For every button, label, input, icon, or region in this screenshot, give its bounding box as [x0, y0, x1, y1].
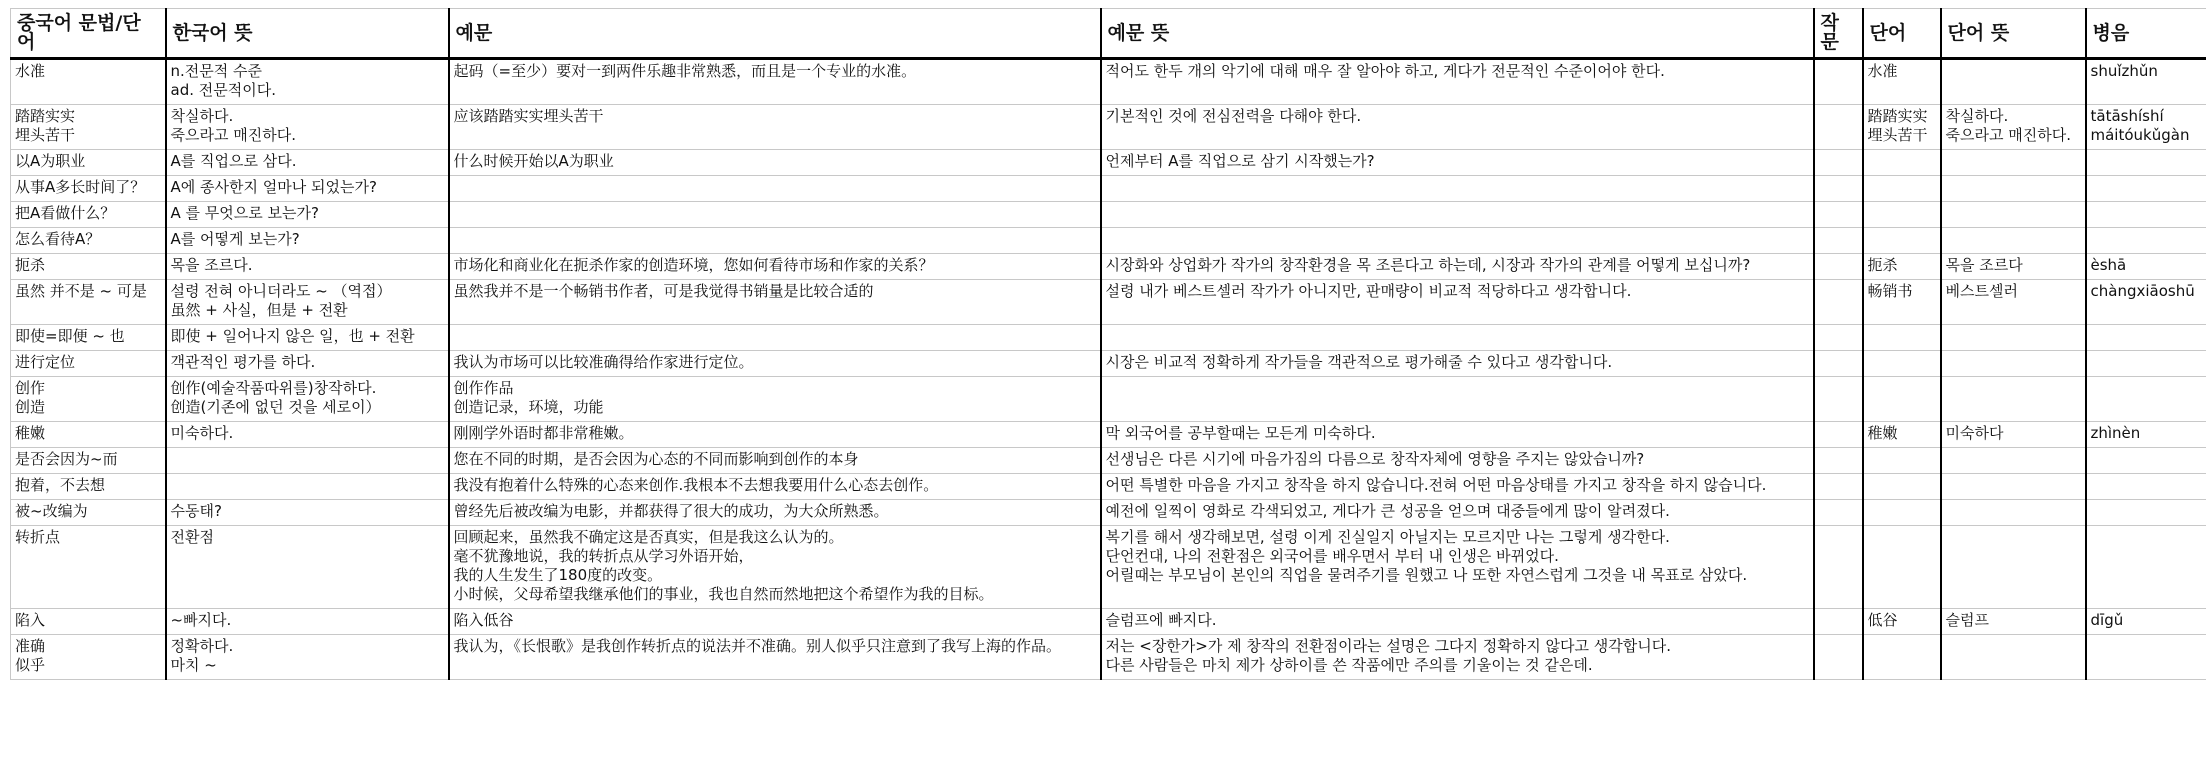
cell-word-meaning[interactable] [1941, 526, 2086, 609]
cell-word[interactable] [1863, 150, 1941, 176]
cell-pinyin[interactable] [2086, 351, 2206, 377]
cell-word-meaning[interactable] [1941, 228, 2086, 254]
cell-pinyin[interactable]: zhìnèn [2086, 422, 2206, 448]
cell-word[interactable]: 踏踏实实 埋头苦干 [1863, 105, 1941, 150]
cell-example[interactable]: 我没有抱着什么特殊的心态来创作.我根本不去想我要用什么心态去创作。 [449, 474, 1101, 500]
cell-composition[interactable] [1814, 377, 1863, 422]
cell-korean[interactable]: 创作(예술작품따위를)창작하다. 创造(기존에 없던 것을 세로이） [166, 377, 449, 422]
table-row [11, 351, 2206, 377]
cell-word[interactable] [1863, 474, 1941, 500]
cell-example[interactable] [449, 325, 1101, 351]
cell-word[interactable] [1863, 448, 1941, 474]
cell-composition[interactable] [1814, 609, 1863, 635]
table-row [11, 609, 2206, 635]
cell-example-meaning[interactable]: 저는 <장한가>가 제 창작의 전환점이라는 설명은 그다지 정확하지 않다고 생각합니다. 다른 사람들은 마치 제가 상하이를 쓴 작품에만 주의를 기울이는 것 같은데. [1101, 635, 1814, 680]
header-grammar-term[interactable]: 중국어 문법/단어 [11, 9, 166, 59]
table-row [11, 105, 2206, 150]
cell-composition[interactable] [1814, 202, 1863, 228]
cell-example-meaning[interactable]: 슬럼프에 빠지다. [1101, 609, 1814, 635]
header-word-meaning[interactable]: 단어 뜻 [1941, 9, 2086, 59]
cell-example[interactable]: 起码（=至少）要对一到两件乐趣非常熟悉，而且是一个专业的水准。 [449, 59, 1101, 105]
cell-term[interactable]: 扼杀 [11, 254, 166, 280]
cell-word[interactable] [1863, 325, 1941, 351]
header-example-meaning[interactable]: 예문 뜻 [1101, 9, 1814, 59]
cell-korean[interactable] [166, 474, 449, 500]
table-row [11, 474, 2206, 500]
cell-composition[interactable] [1814, 351, 1863, 377]
cell-word[interactable] [1863, 202, 1941, 228]
cell-example[interactable]: 刚刚学外语时都非常稚嫩。 [449, 422, 1101, 448]
cell-word-meaning[interactable] [1941, 59, 2086, 105]
cell-korean[interactable]: 即使 + 일어나지 않은 일，也 + 전환 [166, 325, 449, 351]
cell-pinyin[interactable] [2086, 474, 2206, 500]
cell-pinyin[interactable] [2086, 176, 2206, 202]
cell-korean[interactable]: 미숙하다. [166, 422, 449, 448]
cell-korean[interactable]: A에 종사한지 얼마나 되었는가? [166, 176, 449, 202]
cell-composition[interactable] [1814, 105, 1863, 150]
cell-example[interactable]: 什么时候开始以A为职业 [449, 150, 1101, 176]
cell-composition[interactable] [1814, 176, 1863, 202]
cell-word-meaning[interactable] [1941, 635, 2086, 680]
cell-korean[interactable]: ~빠지다. [166, 609, 449, 635]
cell-example-meaning[interactable] [1101, 228, 1814, 254]
header-example[interactable]: 예문 [449, 9, 1101, 59]
cell-example[interactable]: 市场化和商业化在扼杀作家的创造环境，您如何看待市场和作家的关系？ [449, 254, 1101, 280]
cell-word[interactable] [1863, 176, 1941, 202]
cell-term[interactable]: 陷入 [11, 609, 166, 635]
cell-example-meaning[interactable]: 막 외국어를 공부할때는 모든게 미숙하다. [1101, 422, 1814, 448]
cell-term[interactable]: 以A为职业 [11, 150, 166, 176]
cell-korean[interactable] [166, 448, 449, 474]
cell-term[interactable]: 进行定位 [11, 351, 166, 377]
cell-word-meaning[interactable] [1941, 474, 2086, 500]
cell-word-meaning[interactable] [1941, 500, 2086, 526]
cell-term[interactable]: 创作 创造 [11, 377, 166, 422]
cell-word-meaning[interactable]: 베스트셀러 [1941, 280, 2086, 325]
cell-word[interactable] [1863, 500, 1941, 526]
table-row [11, 526, 2206, 609]
cell-word-meaning[interactable]: 목을 조르다 [1941, 254, 2086, 280]
table-row [11, 635, 2206, 680]
cell-word-meaning[interactable]: 슬럼프 [1941, 609, 2086, 635]
table-row [11, 254, 2206, 280]
cell-pinyin[interactable]: shuǐzhǔn [2086, 59, 2206, 105]
cell-word[interactable]: 低谷 [1863, 609, 1941, 635]
cell-composition[interactable] [1814, 474, 1863, 500]
cell-term[interactable]: 稚嫩 [11, 422, 166, 448]
cell-example[interactable]: 应该踏踏实实埋头苦干 [449, 105, 1101, 150]
cell-term[interactable]: 怎么看待A？ [11, 228, 166, 254]
cell-korean[interactable]: n.전문적 수준 ad. 전문적이다. [166, 59, 449, 105]
cell-pinyin[interactable] [2086, 500, 2206, 526]
cell-word-meaning[interactable] [1941, 150, 2086, 176]
table-row [11, 59, 2206, 105]
cell-word[interactable] [1863, 228, 1941, 254]
table-row [11, 377, 2206, 422]
cell-korean[interactable]: 전환점 [166, 526, 449, 609]
cell-pinyin[interactable] [2086, 448, 2206, 474]
cell-example-meaning[interactable]: 적어도 한두 개의 악기에 대해 매우 잘 알아야 하고, 게다가 전문적인 수준이어야 한다. [1101, 59, 1814, 105]
cell-example-meaning[interactable]: 복기를 해서 생각해보면, 설령 이게 진실일지 아닐지는 모르지만 나는 그렇게 생각한다. 단언컨대, 나의 전환점은 외국어를 배우면서 부터 내 인생은 바뀌었다. 어릴때는 부모님이 본인의 직업을 물려주기를 원했고 나 또한 자연스럽게 그것을 내 목표로 삼았다. [1101, 526, 1814, 609]
cell-korean[interactable]: A를 직업으로 삼다. [166, 150, 449, 176]
cell-word-meaning[interactable] [1941, 202, 2086, 228]
cell-composition[interactable] [1814, 254, 1863, 280]
header-word[interactable]: 단어 [1863, 9, 1941, 59]
table-row [11, 280, 2206, 325]
cell-composition[interactable] [1814, 228, 1863, 254]
cell-example-meaning[interactable]: 기본적인 것에 전심전력을 다해야 한다. [1101, 105, 1814, 150]
cell-korean[interactable]: 정확하다. 마치 ~ [166, 635, 449, 680]
cell-pinyin[interactable]: tātāshíshí máitóukǔgàn [2086, 105, 2206, 150]
cell-example-meaning[interactable]: 어떤 특별한 마음을 가지고 창작을 하지 않습니다.전혀 어떤 마음상태를 가지고 창작을 하지 않습니다. [1101, 474, 1814, 500]
cell-example[interactable]: 陷入低谷 [449, 609, 1101, 635]
cell-word-meaning[interactable] [1941, 448, 2086, 474]
cell-pinyin[interactable]: dīgǔ [2086, 609, 2206, 635]
cell-example[interactable]: 我认为，《长恨歌》是我创作转折点的说法并不准确。别人似乎只注意到了我写上海的作品。 [449, 635, 1101, 680]
cell-word-meaning[interactable]: 착실하다. 죽으라고 매진하다. [1941, 105, 2086, 150]
table-row [11, 228, 2206, 254]
cell-word[interactable]: 水准 [1863, 59, 1941, 105]
cell-korean[interactable]: 객관적인 평가를 하다. [166, 351, 449, 377]
cell-pinyin[interactable] [2086, 202, 2206, 228]
cell-pinyin[interactable] [2086, 526, 2206, 609]
cell-example[interactable] [449, 176, 1101, 202]
header-composition[interactable]: 작문 [1814, 9, 1863, 59]
header-pinyin[interactable]: 병음 [2086, 9, 2206, 59]
cell-example[interactable] [449, 228, 1101, 254]
cell-pinyin[interactable] [2086, 635, 2206, 680]
cell-example-meaning[interactable]: 시장화와 상업화가 작가의 창작환경을 목 조른다고 하는데, 시장과 작가의 관계를 어떻게 보십니까? [1101, 254, 1814, 280]
cell-word-meaning[interactable]: 미숙하다 [1941, 422, 2086, 448]
cell-composition[interactable] [1814, 635, 1863, 680]
cell-composition[interactable] [1814, 500, 1863, 526]
cell-korean[interactable]: 설령 전혀 아니더라도 ~ （역접） 虽然 + 사실，但是 + 전환 [166, 280, 449, 325]
cell-example-meaning[interactable]: 시장은 비교적 정확하게 작가들을 객관적으로 평가해줄 수 있다고 생각합니다. [1101, 351, 1814, 377]
cell-composition[interactable] [1814, 325, 1863, 351]
cell-example[interactable] [449, 202, 1101, 228]
table-row [11, 150, 2206, 176]
cell-example-meaning[interactable]: 예전에 일찍이 영화로 각색되었고, 게다가 큰 성공을 얻으며 대중들에게 많이 알려졌다. [1101, 500, 1814, 526]
cell-example-meaning[interactable]: 언제부터 A를 직업으로 삼기 시작했는가? [1101, 150, 1814, 176]
header-row [11, 9, 2206, 59]
vocabulary-table [10, 8, 2206, 680]
cell-pinyin[interactable] [2086, 150, 2206, 176]
cell-pinyin[interactable] [2086, 325, 2206, 351]
cell-term[interactable]: 从事A多长时间了？ [11, 176, 166, 202]
cell-term[interactable]: 虽然 并不是 ~ 可是 [11, 280, 166, 325]
cell-word[interactable]: 扼杀 [1863, 254, 1941, 280]
cell-pinyin[interactable]: chàngxiāoshū [2086, 280, 2206, 325]
cell-composition[interactable] [1814, 422, 1863, 448]
cell-korean[interactable]: 착실하다. 죽으라고 매진하다. [166, 105, 449, 150]
cell-korean[interactable]: 수동태? [166, 500, 449, 526]
cell-pinyin[interactable] [2086, 228, 2206, 254]
cell-word-meaning[interactable] [1941, 176, 2086, 202]
cell-composition[interactable] [1814, 280, 1863, 325]
table-row [11, 500, 2206, 526]
cell-example-meaning[interactable] [1101, 377, 1814, 422]
table-row [11, 448, 2206, 474]
cell-composition[interactable] [1814, 448, 1863, 474]
cell-word[interactable] [1863, 377, 1941, 422]
cell-korean[interactable]: A를 어떻게 보는가? [166, 228, 449, 254]
cell-word[interactable] [1863, 635, 1941, 680]
cell-example-meaning[interactable] [1101, 202, 1814, 228]
cell-term[interactable]: 转折点 [11, 526, 166, 609]
cell-example-meaning[interactable] [1101, 176, 1814, 202]
table-row [11, 325, 2206, 351]
cell-word-meaning[interactable] [1941, 325, 2086, 351]
cell-composition[interactable] [1814, 150, 1863, 176]
cell-term[interactable]: 被~改编为 [11, 500, 166, 526]
cell-word[interactable] [1863, 526, 1941, 609]
table-row [11, 422, 2206, 448]
cell-example[interactable]: 您在不同的时期，是否会因为心态的不同而影响到创作的本身 [449, 448, 1101, 474]
cell-term[interactable]: 把A看做什么？ [11, 202, 166, 228]
cell-term[interactable]: 抱着，不去想 [11, 474, 166, 500]
cell-pinyin[interactable]: èshā [2086, 254, 2206, 280]
cell-term[interactable]: 水准 [11, 59, 166, 105]
cell-term[interactable]: 准确 似乎 [11, 635, 166, 680]
cell-word-meaning[interactable] [1941, 377, 2086, 422]
table-row [11, 176, 2206, 202]
cell-korean[interactable]: A 를 무엇으로 보는가? [166, 202, 449, 228]
cell-example[interactable]: 创作作品 创造记录，环境，功能 [449, 377, 1101, 422]
cell-word-meaning[interactable] [1941, 351, 2086, 377]
cell-composition[interactable] [1814, 59, 1863, 105]
cell-example-meaning[interactable]: 설령 내가 베스트셀러 작가가 아니지만, 판매량이 비교적 적당하다고 생각합니다. [1101, 280, 1814, 325]
cell-word[interactable]: 稚嫩 [1863, 422, 1941, 448]
header-korean-meaning[interactable]: 한국어 뜻 [166, 9, 449, 59]
cell-example[interactable]: 虽然我并不是一个畅销书作者，可是我觉得书销量是比较合适的 [449, 280, 1101, 325]
cell-term[interactable]: 踏踏实实 埋头苦干 [11, 105, 166, 150]
cell-term[interactable]: 是否会因为~而 [11, 448, 166, 474]
cell-example-meaning[interactable]: 선생님은 다른 시기에 마음가짐의 다름으로 창작자체에 영향을 주지는 않았습니까? [1101, 448, 1814, 474]
cell-word[interactable] [1863, 351, 1941, 377]
cell-example[interactable]: 曾经先后被改编为电影，并都获得了很大的成功，为大众所熟悉。 [449, 500, 1101, 526]
cell-term[interactable]: 即使=即便 ~ 也 [11, 325, 166, 351]
cell-word[interactable]: 畅销书 [1863, 280, 1941, 325]
cell-example-meaning[interactable] [1101, 325, 1814, 351]
cell-korean[interactable]: 목을 조르다. [166, 254, 449, 280]
cell-example[interactable]: 回顾起来，虽然我不确定这是否真实，但是我这么认为的。 毫不犹豫地说，我的转折点从学习外语开始， 我的人生发生了180度的改变。 小时候，父母希望我继承他们的事业，我也自然而然地把这个希望作为我的目标。 [449, 526, 1101, 609]
cell-composition[interactable] [1814, 526, 1863, 609]
table-row [11, 202, 2206, 228]
cell-example[interactable]: 我认为市场可以比较准确得给作家进行定位。 [449, 351, 1101, 377]
cell-pinyin[interactable] [2086, 377, 2206, 422]
